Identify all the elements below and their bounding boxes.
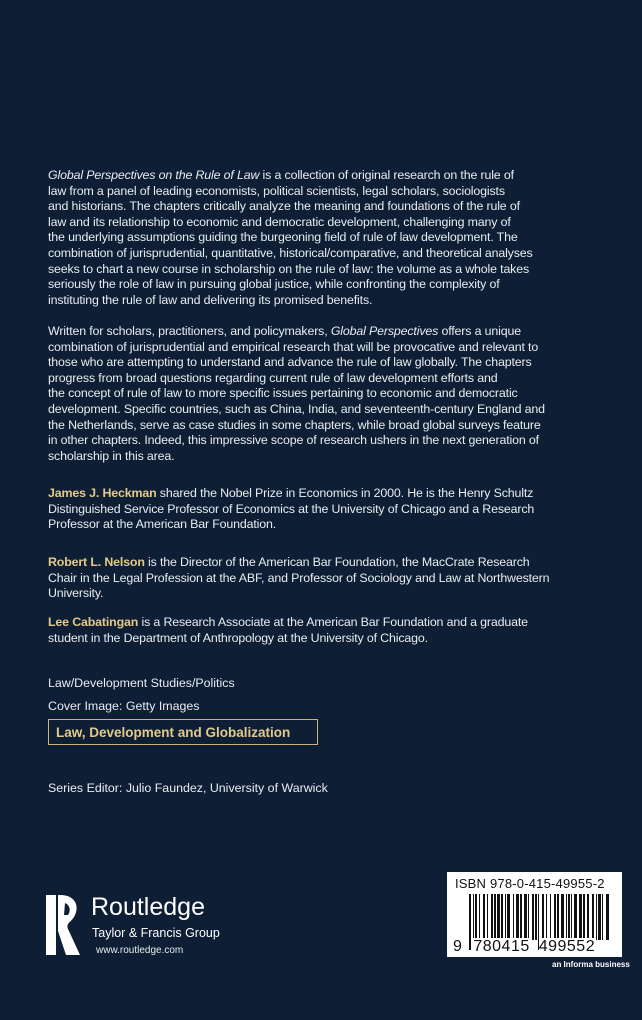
text: Written for scholars, practitioners, and policymakers, [48, 324, 331, 338]
barcode-bar [557, 894, 559, 940]
informa-tagline: an Informa business [552, 960, 630, 969]
text-line: the underlying assumptions guiding the burgeoning field of rule of law development. The [48, 230, 518, 245]
digit-group: 499552 [538, 938, 596, 955]
text-line: the Netherlands, serve as case studies in some chapters, while broad global surveys feature [48, 417, 541, 432]
digit-group: 780415 [473, 938, 530, 955]
series-name-box: Law, Development and Globalization [48, 719, 318, 745]
text-line: seeks to chart a new course in scholarship on the rule of law: the volume as a whole takes [48, 261, 530, 276]
barcode-bar [532, 894, 534, 940]
author-bio-nelson [48, 555, 549, 602]
barcode-bar [479, 894, 480, 940]
barcode-bar [566, 894, 567, 940]
author-name: Robert L. Nelson [48, 555, 145, 569]
isbn-number: ISBN 978-0-415-49955-2 [455, 876, 605, 891]
cover-credit: Cover Image: Getty Images [48, 699, 200, 713]
barcode-bar [507, 894, 510, 940]
text: is a collection of original research on the rule of [259, 168, 514, 182]
text-line: the concept of rule of law to more specific issues pertaining to economic and democratic [48, 386, 518, 401]
text: is the Director of the American Bar Foundation, the MacCrate Research [144, 555, 530, 569]
routledge-logo [46, 893, 246, 965]
barcode-bar [497, 894, 500, 940]
barcode-bar [487, 894, 488, 940]
barcode-bar [535, 894, 537, 940]
text-line: student in the Department of Anthropology at the University of Chicago. [48, 630, 428, 645]
author-name: James J. Heckman [48, 486, 157, 500]
text-line: Distinguished Service Professor of Economics at the University of Chicago and a Research [48, 501, 535, 516]
text-line: instituting the rule of law and delivering its promised benefits. [48, 292, 373, 307]
text-line: law and its relationship to economic and democratic development, challenging many of [48, 214, 511, 229]
isbn-barcode [447, 872, 622, 957]
barcode-bar [550, 894, 551, 940]
barcode-bar [587, 894, 589, 940]
barcode-bar [528, 894, 529, 940]
author-bio-cabatingan [48, 615, 528, 646]
barcode-bar [602, 894, 603, 940]
barcode-bar [583, 894, 585, 940]
series-editor: Series Editor: Julio Faundez, University of Warwick [48, 781, 328, 795]
book-short-title: Global Perspectives [330, 324, 439, 338]
text-line: Chair in the Legal Profession at the ABF, and Professor of Sociology and Law at Northwestern [48, 570, 550, 585]
barcode-bar [596, 894, 597, 940]
barcode-bar [491, 894, 493, 940]
barcode-bar [574, 894, 577, 940]
barcode-bar [571, 894, 572, 940]
author-bio-heckman [48, 486, 534, 533]
text-line [48, 324, 545, 340]
barcode-bar [592, 894, 594, 940]
text-line: seriously the role of law in pursuing global justice, while confronting the complexity of [48, 277, 500, 292]
barcode-bar [561, 894, 564, 940]
barcode-bar [520, 894, 522, 940]
text-line: development. Specific countries, such as China, India, and seventeenth-century England and [48, 401, 545, 416]
barcode-bar [475, 894, 477, 940]
text-line: combination of jurisprudential and empirical research that will be provocative and relevant to [48, 339, 539, 354]
text-line: and historians. The chapters critically analyze the meaning and foundations of the rule of [48, 199, 520, 214]
routledge-r-icon [46, 893, 86, 959]
author-name: Lee Cabatingan [48, 615, 139, 629]
publisher-url: www.routledge.com [96, 945, 184, 956]
barcode-bar [524, 894, 527, 940]
publisher-group: Taylor & Francis Group [92, 926, 220, 940]
text-line: Professor at the American Bar Foundation. [48, 517, 277, 532]
text-line [48, 168, 533, 184]
barcode-bar [579, 894, 582, 940]
barcode-bar [546, 894, 547, 940]
barcode-bar [516, 894, 519, 940]
text: offers a unique [438, 324, 521, 338]
barcode-bar [568, 894, 570, 940]
text-line: law from a panel of leading economists, political scientists, legal scholars, sociologists [48, 183, 505, 198]
routledge-wordmark: Routledge [91, 893, 205, 921]
text-line: combination of jurisprudential, quantitative, historical/comparative, and theoretical analyses [48, 245, 533, 260]
text-line: progress from broad questions regarding current rule of law development efforts and [48, 370, 498, 385]
barcode-bar [505, 894, 506, 940]
book-title: Global Perspectives on the Rule of Law [48, 168, 260, 182]
text: shared the Nobel Prize in Economics in 2000. He is the Henry Schultz [156, 486, 534, 500]
text-line: scholarship in this area. [48, 448, 175, 463]
description-paragraph-2 [48, 324, 545, 464]
barcode-bar [598, 894, 601, 940]
barcode-bar [501, 894, 503, 940]
description-paragraph-1 [48, 168, 533, 308]
barcode-digits [453, 938, 595, 956]
digit: 9 [453, 938, 463, 955]
barcode-bar [554, 894, 556, 940]
barcode-bar [513, 894, 514, 940]
barcode-bar [494, 894, 496, 940]
barcode-bar [542, 894, 544, 940]
text-line: University. [48, 586, 104, 601]
barcode-bar [483, 894, 485, 940]
barcode-bar [606, 894, 609, 940]
text-line: those who are attempting to understand and advance the rule of law globally. The chapters [48, 355, 532, 370]
barcode-bar [473, 894, 474, 940]
text: is a Research Associate at the American Bar Foundation and a graduate [138, 615, 528, 629]
subject-category: Law/Development Studies/Politics [48, 676, 235, 690]
text-line: in other chapters. Indeed, this impressive scope of research ushers in the next generation of [48, 433, 539, 448]
